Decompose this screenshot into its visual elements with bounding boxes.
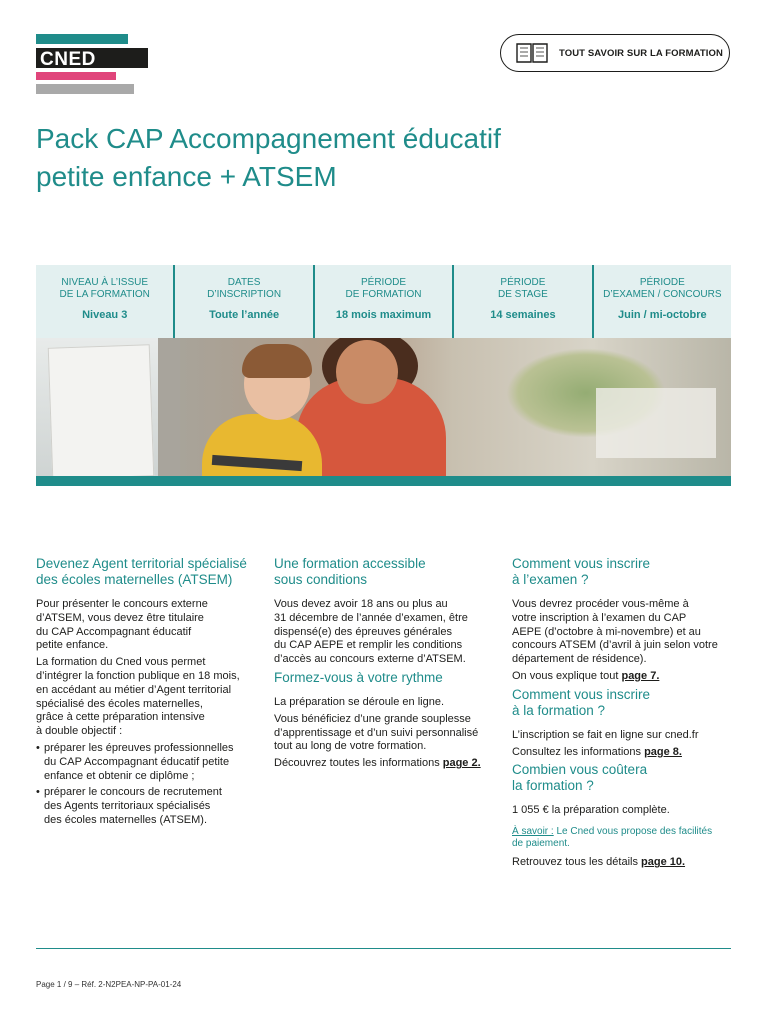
section-heading-rhythm: Formez-vous à votre rythme (274, 669, 443, 685)
info-cell-training-period (313, 265, 452, 338)
page-10-link[interactable]: page 10. (641, 856, 686, 869)
learn-more-button[interactable] (500, 34, 730, 72)
hero-photo (36, 338, 731, 476)
footer-divider (36, 948, 731, 949)
list-item: • préparer le concours de recrutement des Agents territoriaux spécialisés des écoles maternelles (ATSEM). (36, 786, 256, 827)
info-value: Niveau 3 (82, 309, 128, 321)
info-label: PÉRIODE D’EXAMEN / CONCOURS (603, 277, 722, 300)
page-title (36, 120, 596, 196)
paragraph: Retrouvez tous les détails page 10. (512, 856, 686, 869)
section-heading-atsem: Devenez Agent territorial spécialisé des écoles maternelles (ATSEM) (36, 556, 247, 587)
learn-more-label: TOUT SAVOIR SUR LA FORMATION (559, 47, 723, 59)
info-label: DATES D’INSCRIPTION (207, 277, 282, 300)
accent-band (36, 476, 731, 486)
info-cell-exam-period (592, 265, 731, 338)
paragraph: Vous bénéficiez d’une grande souplesse d’apprentissage et d’un suivi personnalisé tout au long de votre formation. (274, 712, 479, 753)
info-cell-internship-period (452, 265, 591, 338)
title-line-1: Pack CAP Accompagnement éducatif (36, 123, 501, 154)
good-to-know-note: À savoir : Le Cned vous propose des facilités de paiement. (512, 826, 713, 850)
logo-bar-black (36, 48, 148, 68)
footer-reference: Page 1 / 9 – Réf. 2-N2PEA-NP-PA-01-24 (36, 980, 182, 989)
photo-woman-face (336, 340, 398, 404)
logo-bar-pink (36, 72, 116, 80)
page-8-link[interactable]: page 8. (644, 745, 682, 758)
paragraph: L’inscription se fait en ligne sur cned.fr (512, 728, 699, 741)
column-registration (512, 556, 734, 873)
logo-bar-grey (36, 84, 134, 94)
title-line-2: petite enfance + ATSEM (36, 161, 337, 192)
info-label: NIVEAU À L’ISSUE DE LA FORMATION (59, 277, 150, 300)
photo-background-building (596, 388, 716, 458)
section-heading-training-registration: Comment vous inscrire à la formation ? (512, 686, 651, 718)
paragraph: Consultez les informations page 8. (512, 745, 682, 758)
column-access (274, 556, 496, 774)
open-book-icon (515, 41, 549, 65)
paragraph: La formation du Cned vous permet d’intégrer la fonction publique en 18 mois, en accédant au métier d’Agent territorial spécialisé des écoles maternelles, grâce à cette préparation intensive à double objectif : (36, 656, 240, 738)
info-value: 18 mois maximum (335, 309, 432, 321)
paragraph: La préparation se déroule en ligne. (274, 695, 445, 708)
logo-bar-teal (36, 34, 128, 44)
info-label: PÉRIODE DE FORMATION (345, 277, 422, 300)
photo-window-frame (158, 338, 180, 476)
info-label: PÉRIODE DE STAGE (498, 277, 548, 300)
info-cell-registration-dates (173, 265, 312, 338)
paragraph: On vous explique tout page 7. (512, 669, 660, 682)
section-heading-access: Une formation accessible sous conditions (274, 556, 426, 587)
paragraph: Vous devrez procéder vous-même à votre inscription à l’examen du CAP AEPE (d’octobre à mi-novembre) et au concours ATSEM (d’avril à juin selon votre département de résidence). (512, 598, 718, 666)
paragraph: Pour présenter le concours externe d’ATSEM, vous devez être titulaire du CAP Accompagnant éducatif petite enfance. (36, 598, 208, 652)
page-7-link[interactable]: page 7. (621, 669, 660, 682)
info-value: 14 semaines (490, 309, 556, 321)
column-atsem (36, 556, 256, 831)
logo-text: CNED (40, 49, 96, 70)
list-item: • préparer les épreuves professionnelles du CAP Accompagnant éducatif petite enfance et obtenir ce diplôme ; (36, 742, 256, 783)
photo-child-hair (242, 344, 312, 378)
section-heading-exam-registration: Comment vous inscrire à l’examen ? (512, 556, 651, 587)
info-value: Toute l’année (209, 309, 280, 321)
paragraph: Vous devez avoir 18 ans ou plus au 31 décembre de l’année d’examen, être dispensé(e) des épreuves générales du CAP AEPE et remplir les conditions d’accès au concours externe d’ATSEM. (274, 598, 468, 666)
info-cell-level (36, 265, 173, 338)
photo-drawing-sheet (48, 344, 155, 476)
paragraph: Découvrez toutes les informations page 2. (274, 757, 481, 770)
section-heading-cost: Combien vous coûtera la formation ? (512, 762, 648, 794)
info-bar (36, 265, 731, 338)
cned-logo (36, 34, 148, 96)
info-value: Juin / mi-octobre (618, 309, 707, 321)
price-text: 1 055 € la préparation complète. (512, 804, 670, 817)
page-2-link[interactable]: page 2. (442, 757, 481, 770)
